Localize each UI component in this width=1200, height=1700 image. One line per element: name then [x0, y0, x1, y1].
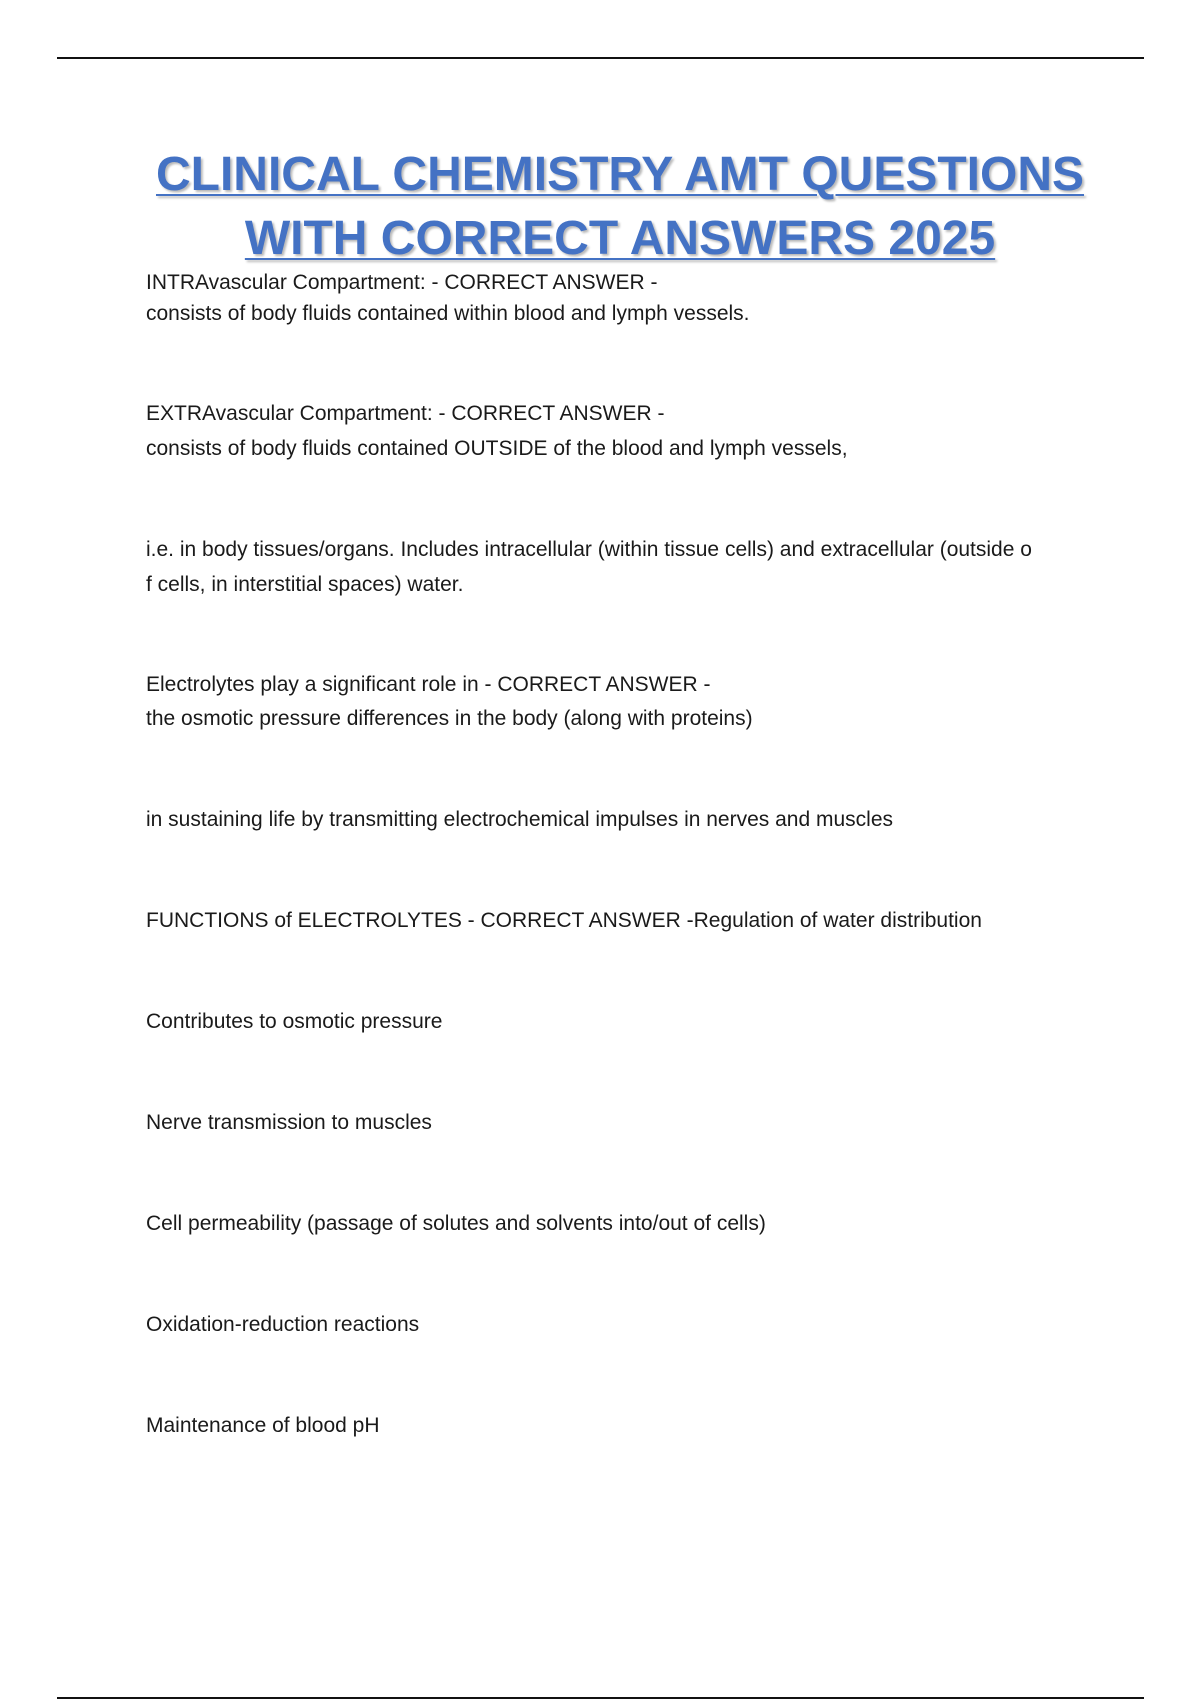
text-line: Oxidation-reduction reactions [146, 1313, 420, 1336]
text-line: EXTRAvascular Compartment: - CORRECT ANSWER - [146, 402, 665, 425]
document-title [0, 143, 1200, 271]
text-line: consists of body fluids contained within blood and lymph vessels. [146, 302, 750, 325]
text-line: in sustaining life by transmitting electrochemical impulses in nerves and muscles [146, 808, 893, 831]
bottom-rule [57, 1697, 1144, 1699]
text-line: the osmotic pressure differences in the body (along with proteins) [146, 707, 753, 730]
text-line: Cell permeability (passage of solutes and solvents into/out of cells) [146, 1212, 766, 1235]
text-line: i.e. in body tissues/organs. Includes intracellular (within tissue cells) and extracellular (outside o [146, 538, 1032, 561]
top-rule [57, 57, 1144, 59]
text-line: f cells, in interstitial spaces) water. [146, 573, 464, 596]
title-line-2: WITH CORRECT ANSWERS 2025 [244, 212, 996, 265]
text-line: Nerve transmission to muscles [146, 1111, 432, 1134]
text-line: Contributes to osmotic pressure [146, 1010, 443, 1033]
text-line: consists of body fluids contained OUTSIDE of the blood and lymph vessels, [146, 437, 848, 460]
text-line: FUNCTIONS of ELECTROLYTES - CORRECT ANSWER -Regulation of water distribution [146, 909, 982, 932]
text-line: Electrolytes play a significant role in - CORRECT ANSWER - [146, 673, 711, 696]
text-line: INTRAvascular Compartment: - CORRECT ANSWER - [146, 271, 658, 294]
title-line-1: CLINICAL CHEMISTRY AMT QUESTIONS [155, 148, 1085, 201]
text-line: Maintenance of blood pH [146, 1414, 380, 1437]
